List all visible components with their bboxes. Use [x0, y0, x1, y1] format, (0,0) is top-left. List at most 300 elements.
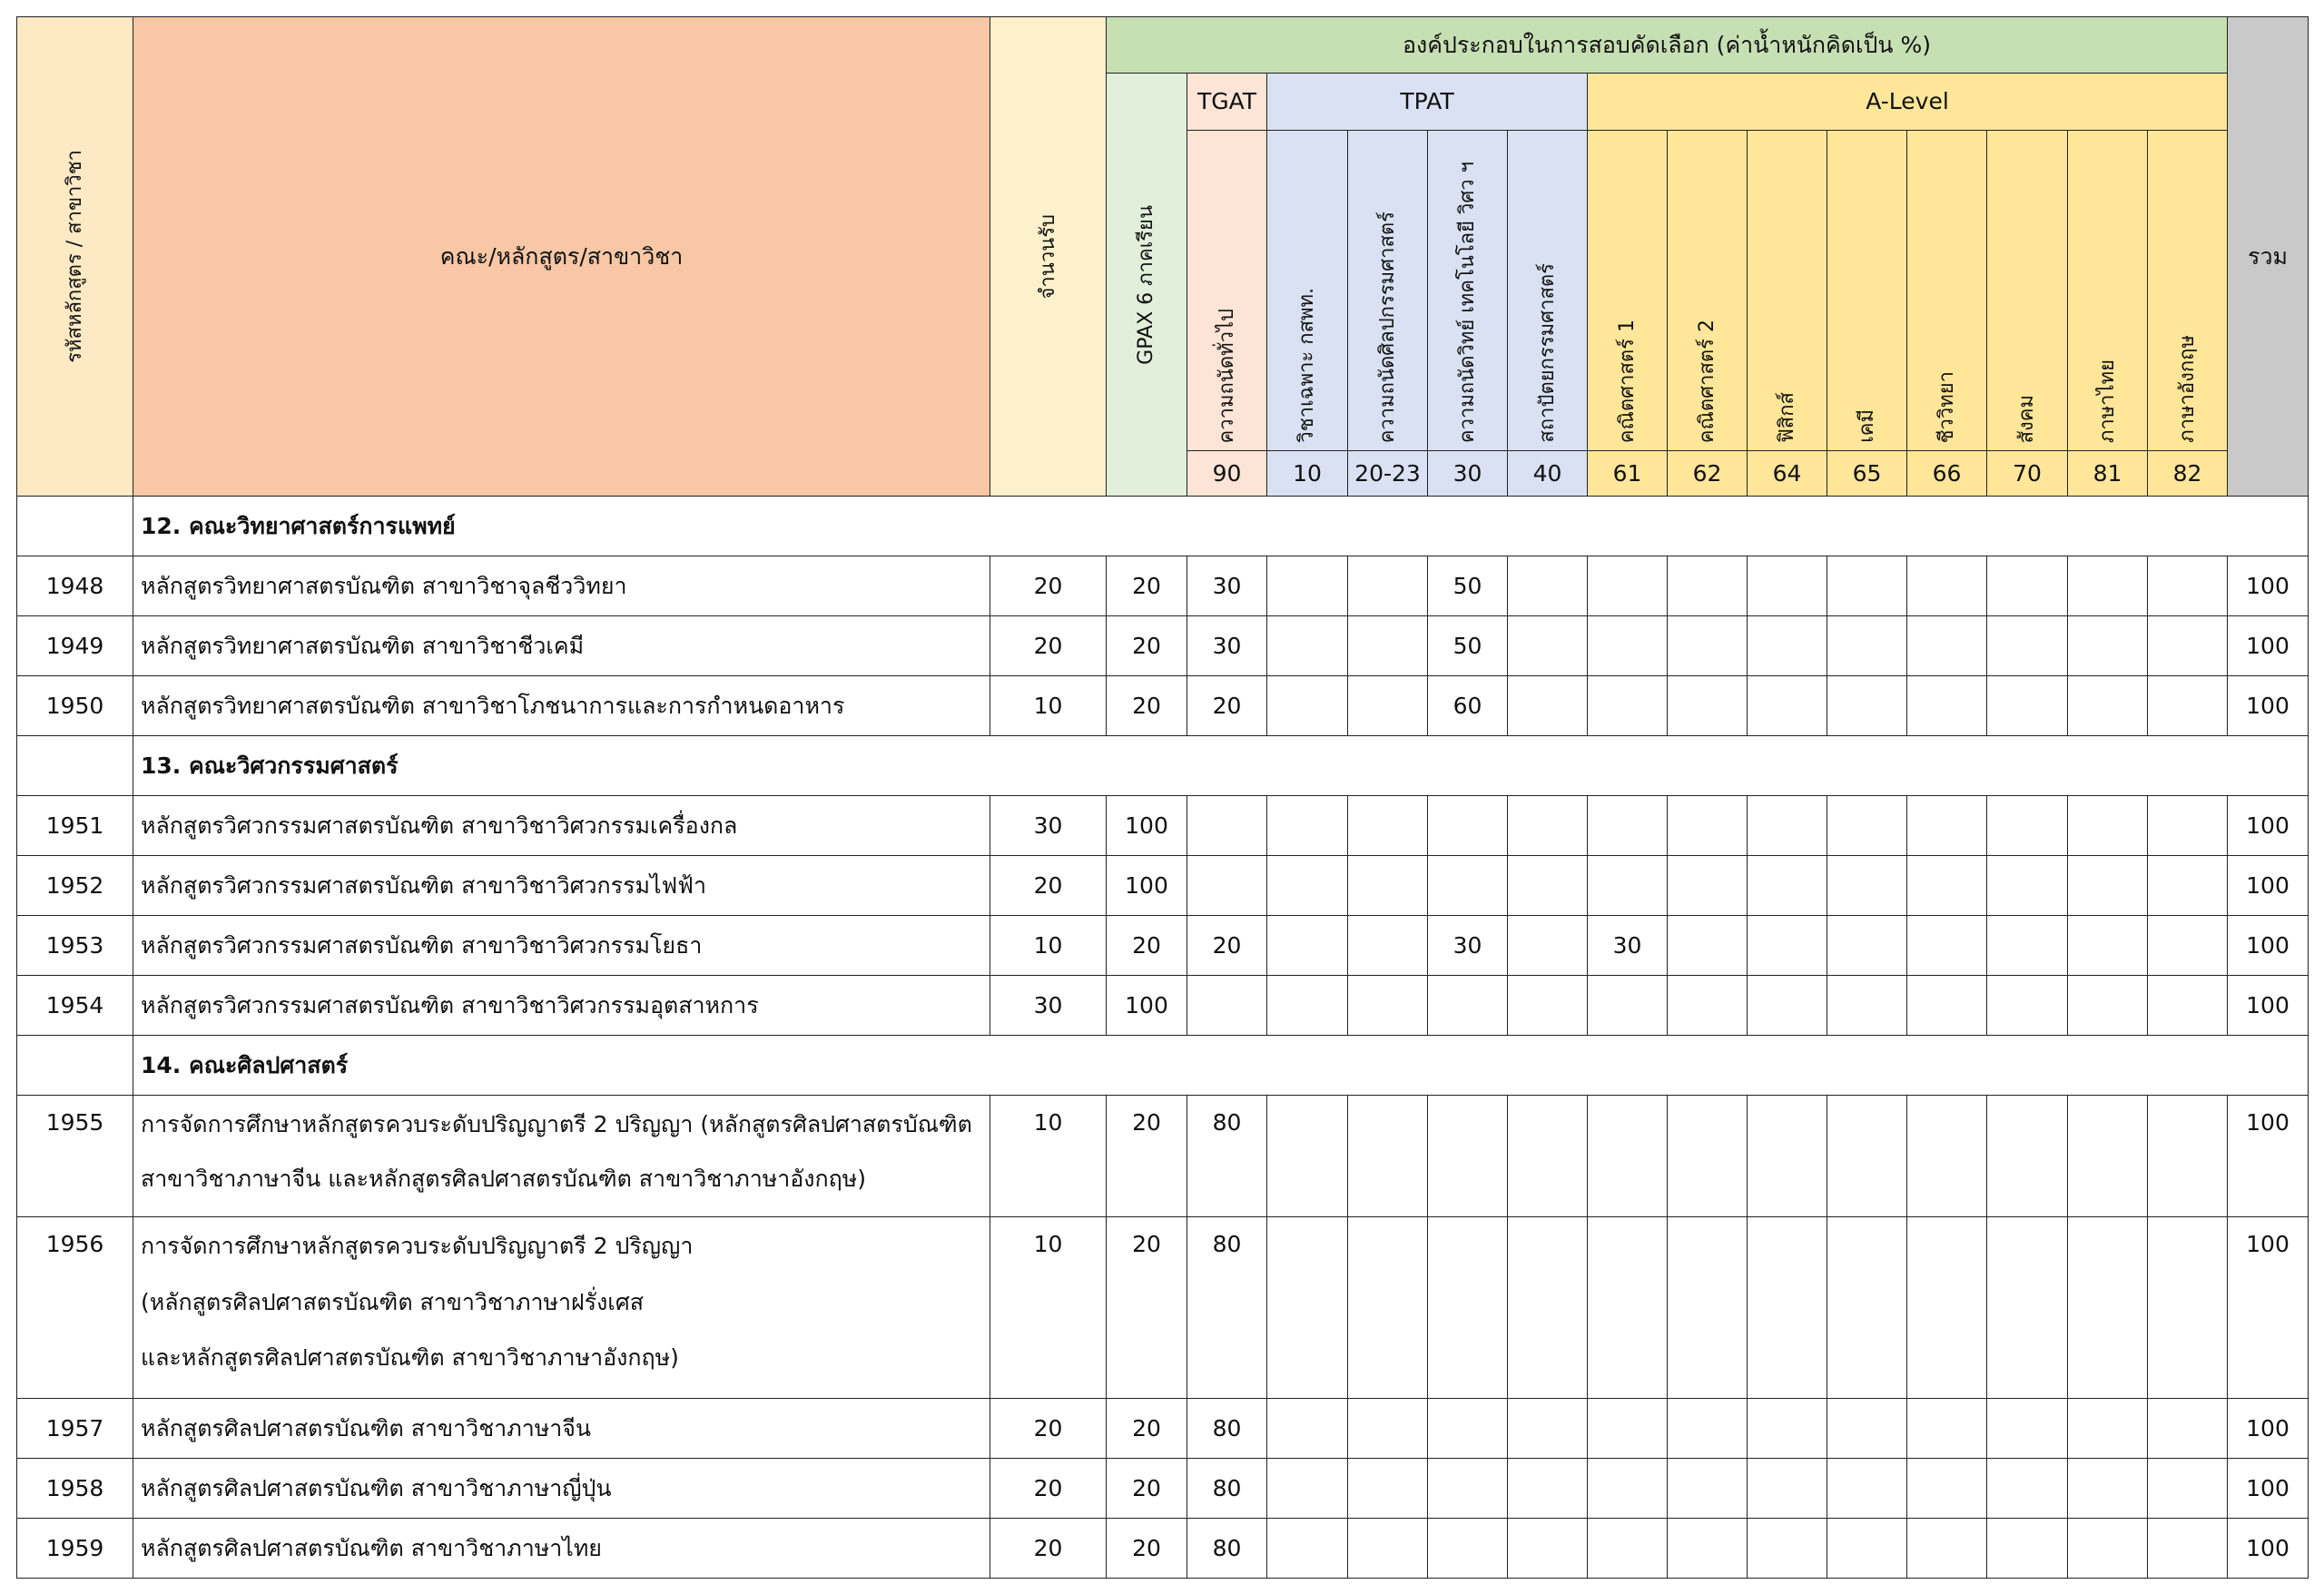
subject-weight [1587, 795, 1668, 856]
program-name [133, 975, 990, 1036]
subject-weight [1986, 1518, 2068, 1579]
total-weight-text: 100 [2246, 572, 2290, 599]
subject-weight [1747, 675, 1827, 736]
subject-header-text: เคมี [1855, 409, 1878, 443]
program-name-line: หลักสูตรศิลปศาสตรบัณฑิต สาขาวิชาภาษาญี่ปุ่น [141, 1474, 612, 1501]
subject-weight [1587, 615, 1668, 676]
subject-weight [1986, 1095, 2068, 1217]
faculty-code-blank [16, 496, 133, 556]
subject-weight [1187, 1398, 1267, 1459]
program-column-header [133, 16, 990, 497]
subject-header [1667, 130, 1748, 451]
program-code [16, 1216, 133, 1399]
subject-weight [1747, 615, 1827, 676]
program-name-line: การจัดการศึกษาหลักสูตรควบระดับปริญญาตรี 2 ปริญญา (หลักสูตรศิลปศาสตรบัณฑิต [141, 1111, 972, 1137]
program-code-text: 1956 [45, 1231, 104, 1257]
subject-weight [1507, 1095, 1588, 1217]
quota-value [990, 615, 1107, 676]
subject-weight [1587, 675, 1668, 736]
subject-weight [1747, 556, 1827, 616]
subject-weight [1827, 1216, 1907, 1399]
gpax-weight [1106, 1518, 1187, 1579]
subject-code-text: 20-23 [1354, 459, 1421, 487]
gpax-weight-text: 20 [1132, 931, 1161, 959]
program-name-line: (หลักสูตรศิลปศาสตรบัณฑิต สาขาวิชาภาษาฝรั่งเศส [141, 1288, 644, 1315]
subject-weight [1986, 615, 2068, 676]
subject-header [2147, 130, 2228, 451]
gpax-weight [1106, 615, 1187, 676]
subject-weight [1667, 795, 1748, 856]
gpax-weight [1106, 1458, 1187, 1519]
subject-weight [1667, 1398, 1748, 1459]
subject-weight [1906, 1398, 1987, 1459]
program-name-line: และหลักสูตรศิลปศาสตรบัณฑิต สาขาวิชาภาษาอังกฤษ) [141, 1344, 679, 1372]
total-weight [2227, 1216, 2309, 1399]
alevel-group-header-text: A-Level [1866, 88, 1949, 115]
subject-weight [1986, 1398, 2068, 1459]
subject-code-text: 62 [1692, 459, 1722, 487]
total-weight [2227, 1095, 2309, 1217]
tgat-group-header-text: TGAT [1196, 88, 1257, 115]
total-weight-text: 100 [2246, 1231, 2290, 1257]
subject-code [1667, 450, 1748, 497]
subject-weight [1667, 915, 1748, 976]
subject-weight [1986, 1458, 2068, 1519]
quota-value-text: 20 [1033, 632, 1063, 659]
program-code [16, 795, 133, 856]
gpax-weight [1106, 915, 1187, 976]
gpax-weight [1106, 975, 1187, 1036]
subject-code [1507, 450, 1588, 497]
program-name-line: หลักสูตรวิศวกรรมศาสตรบัณฑิต สาขาวิชาวิศวกรรมโยธา [141, 931, 703, 959]
subject-weight [1427, 615, 1508, 676]
program-code [16, 1095, 133, 1217]
subject-weight [1266, 1518, 1348, 1579]
subject-weight [1667, 1095, 1748, 1217]
subject-weight-text: 50 [1452, 632, 1482, 659]
subject-weight [2067, 1398, 2148, 1459]
subject-weight [1906, 795, 1987, 856]
subject-weight [1906, 855, 1987, 916]
subject-weight [1747, 1458, 1827, 1519]
subject-weight [2147, 1216, 2228, 1399]
subject-header [1986, 130, 2068, 451]
subject-code-text: 64 [1772, 459, 1802, 487]
tgat-group-header [1187, 73, 1267, 131]
program-name [133, 675, 990, 736]
subject-weight [1587, 1518, 1668, 1579]
gpax-weight [1106, 795, 1187, 856]
program-name-line: หลักสูตรศิลปศาสตรบัณฑิต สาขาวิชาภาษาไทย [141, 1534, 602, 1561]
subject-header-text: ความถนัดทั่วไป [1215, 308, 1238, 443]
subject-weight [1587, 975, 1668, 1036]
subject-code-text: 70 [2013, 459, 2042, 487]
subject-weight [1747, 915, 1827, 976]
program-name [133, 556, 990, 616]
total-weight [2227, 975, 2309, 1036]
subject-weight [2147, 675, 2228, 736]
subject-weight [1827, 556, 1907, 616]
gpax-weight-text: 100 [1125, 991, 1168, 1018]
program-name [133, 1458, 990, 1519]
subject-weight [1747, 1398, 1827, 1459]
subject-weight-text: 30 [1612, 931, 1642, 959]
subject-weight [1507, 795, 1588, 856]
total-column-header [2227, 16, 2309, 497]
subject-weight [1266, 556, 1348, 616]
subject-code [1986, 450, 2068, 497]
program-name [133, 855, 990, 916]
subject-weight [1347, 975, 1428, 1036]
total-weight-text: 100 [2246, 1474, 2290, 1501]
subject-weight [1427, 795, 1508, 856]
gpax-weight [1106, 855, 1187, 916]
subject-header-text: ฟิสิกส์ [1775, 392, 1798, 443]
program-code-text: 1954 [45, 991, 104, 1018]
subject-weight [1906, 1518, 1987, 1579]
subject-weight [1667, 556, 1748, 616]
tpat-group-header-text: TPAT [1400, 88, 1454, 115]
gpax-weight-text: 100 [1125, 812, 1168, 839]
faculty-heading [133, 735, 2309, 796]
subject-weight [2067, 675, 2148, 736]
program-name [133, 1398, 990, 1459]
subject-weight [1266, 915, 1348, 976]
subject-header-text: คณิตศาสตร์ 2 [1695, 319, 1718, 443]
program-code [16, 915, 133, 976]
program-name-line: หลักสูตรวิศวกรรมศาสตรบัณฑิต สาขาวิชาวิศวกรรมอุตสาหการ [141, 991, 759, 1018]
subject-weight [2147, 855, 2228, 916]
subject-weight [2147, 556, 2228, 616]
subject-weight [1347, 1095, 1428, 1217]
total-weight [2227, 675, 2309, 736]
total-weight [2227, 915, 2309, 976]
subject-weight [1266, 975, 1348, 1036]
subject-weight [1266, 1095, 1348, 1217]
quota-value-text: 20 [1033, 871, 1063, 899]
subject-header [1827, 130, 1907, 451]
gpax-weight-text: 20 [1132, 572, 1161, 599]
subject-weight [1667, 1458, 1748, 1519]
subject-weight [1667, 1216, 1748, 1399]
program-code-text: 1949 [45, 632, 104, 659]
program-code-text: 1958 [45, 1474, 104, 1501]
subject-weight-text: 80 [1212, 1534, 1242, 1561]
subject-weight-text: 30 [1212, 572, 1242, 599]
subject-weight-text: 80 [1212, 1474, 1242, 1501]
program-code-text: 1955 [45, 1109, 104, 1136]
subject-weight-text: 30 [1212, 632, 1242, 659]
quota-value [990, 975, 1107, 1036]
subject-weight [1507, 1216, 1588, 1399]
subject-weight [1986, 915, 2068, 976]
subject-weight [1906, 1095, 1987, 1217]
subject-weight [1347, 1458, 1428, 1519]
subject-weight-text: 60 [1452, 692, 1482, 719]
gpax-weight-text: 20 [1132, 1414, 1161, 1441]
gpax-weight-text: 100 [1125, 871, 1168, 899]
program-name [133, 795, 990, 856]
subject-weight [1906, 1458, 1987, 1519]
total-column-header-text: รวม [2248, 242, 2288, 270]
subject-weight [2067, 1518, 2148, 1579]
subject-weight [1266, 795, 1348, 856]
subject-weight-text: 80 [1212, 1109, 1242, 1136]
subject-header-text: สถาปัตยกรรมศาสตร์ [1535, 263, 1559, 443]
subject-weight [1906, 915, 1987, 976]
subject-weight [1507, 1398, 1588, 1459]
subject-weight [1427, 855, 1508, 916]
program-name [133, 615, 990, 676]
subject-code [2147, 450, 2228, 497]
subject-weight [1187, 915, 1267, 976]
faculty-heading-text: 12. คณะวิทยาศาสตร์การแพทย์ [141, 512, 456, 539]
gpax-weight-text: 20 [1132, 1534, 1161, 1561]
subject-code [1747, 450, 1827, 497]
subject-weight [2067, 1216, 2148, 1399]
subject-weight [1507, 1518, 1588, 1579]
subject-weight [1347, 915, 1428, 976]
subject-code-text: 65 [1852, 459, 1882, 487]
program-name [133, 915, 990, 976]
subject-weight [1587, 1398, 1668, 1459]
subject-weight [1266, 615, 1348, 676]
total-weight [2227, 855, 2309, 916]
subject-weight [2147, 1518, 2228, 1579]
subject-weight [1427, 675, 1508, 736]
subject-code-text: 82 [2172, 459, 2202, 487]
faculty-heading [133, 496, 2309, 556]
faculty-heading [133, 1035, 2309, 1096]
subject-weight-text: 30 [1452, 931, 1482, 959]
quota-value [990, 675, 1107, 736]
subject-weight [1906, 675, 1987, 736]
quota-value-text: 30 [1033, 812, 1063, 839]
quota-value [990, 556, 1107, 616]
subject-weight [1427, 1458, 1508, 1519]
components-title-text: องค์ประกอบในการสอบคัดเลือก (ค่าน้ำหนักคิดเป็น %) [1403, 31, 1931, 58]
program-code [16, 1458, 133, 1519]
subject-weight [2067, 855, 2148, 916]
subject-code-text: 90 [1212, 459, 1242, 487]
subject-weight [2067, 795, 2148, 856]
subject-weight [1587, 855, 1668, 916]
program-code [16, 855, 133, 916]
subject-weight [1347, 855, 1428, 916]
subject-header [1587, 130, 1668, 451]
gpax-weight [1106, 1398, 1187, 1459]
subject-weight [1187, 855, 1267, 916]
subject-weight [1507, 675, 1588, 736]
gpax-column-header [1106, 73, 1187, 497]
subject-weight [2147, 975, 2228, 1036]
quota-value-text: 30 [1033, 991, 1063, 1018]
subject-header [2067, 130, 2148, 451]
subject-weight [1507, 975, 1588, 1036]
subject-weight [1827, 855, 1907, 916]
subject-weight-text: 80 [1212, 1231, 1242, 1257]
subject-weight [1187, 975, 1267, 1036]
subject-weight [2067, 556, 2148, 616]
subject-weight [1427, 1216, 1508, 1399]
quota-value [990, 855, 1107, 916]
subject-weight [1827, 615, 1907, 676]
program-code [16, 975, 133, 1036]
gpax-weight [1106, 1216, 1187, 1399]
subject-code-text: 61 [1612, 459, 1642, 487]
subject-weight [1747, 795, 1827, 856]
program-name-line: หลักสูตรวิศวกรรมศาสตรบัณฑิต สาขาวิชาวิศวกรรมเครื่องกล [141, 812, 738, 839]
subject-weight [1667, 615, 1748, 676]
subject-weight [2067, 1095, 2148, 1217]
subject-weight [1347, 615, 1428, 676]
subject-weight [1747, 1518, 1827, 1579]
subject-weight [1587, 1216, 1668, 1399]
code-column-header-text: รหัสหลักสูตร / สาขาวิชา [63, 150, 86, 363]
total-weight-text: 100 [2246, 931, 2290, 959]
subject-weight [1507, 855, 1588, 916]
subject-header [1507, 130, 1588, 451]
subject-weight [1747, 1216, 1827, 1399]
subject-weight [2147, 1458, 2228, 1519]
gpax-weight-text: 20 [1132, 632, 1161, 659]
subject-weight [1427, 1398, 1508, 1459]
subject-weight [1827, 1095, 1907, 1217]
faculty-code-blank [16, 1035, 133, 1096]
subject-weight [1986, 556, 2068, 616]
subject-code-text: 10 [1293, 459, 1322, 487]
subject-weight [1986, 675, 2068, 736]
quota-value-text: 20 [1033, 572, 1063, 599]
quota-value [990, 1398, 1107, 1459]
subject-weight-text: 20 [1212, 692, 1242, 719]
subject-weight [1187, 795, 1267, 856]
subject-weight [1667, 975, 1748, 1036]
subject-weight [1507, 1458, 1588, 1519]
subject-weight [1827, 675, 1907, 736]
subject-weight [1747, 855, 1827, 916]
subject-code [1827, 450, 1907, 497]
subject-weight [1266, 1216, 1348, 1399]
gpax-weight-text: 20 [1132, 1231, 1161, 1257]
alevel-group-header [1587, 73, 2228, 131]
quota-value [990, 1458, 1107, 1519]
program-code [16, 556, 133, 616]
subject-weight-text: 50 [1452, 572, 1482, 599]
program-code [16, 615, 133, 676]
faculty-heading-text: 13. คณะวิศวกรรมศาสตร์ [141, 752, 399, 779]
quota-value [990, 795, 1107, 856]
subject-weight [1667, 1518, 1748, 1579]
subject-weight [1266, 1398, 1348, 1459]
total-weight [2227, 1398, 2309, 1459]
gpax-weight-text: 20 [1132, 1109, 1161, 1136]
subject-weight [1747, 975, 1827, 1036]
program-code-text: 1948 [45, 572, 104, 599]
program-code [16, 675, 133, 736]
subject-header-text: ภาษาอังกฤษ [2175, 335, 2199, 443]
total-weight [2227, 1458, 2309, 1519]
subject-weight [1187, 675, 1267, 736]
subject-header [1427, 130, 1508, 451]
subject-weight [1507, 556, 1588, 616]
program-code [16, 1398, 133, 1459]
subject-weight [2147, 1398, 2228, 1459]
subject-code [1266, 450, 1348, 497]
subject-weight [2147, 615, 2228, 676]
subject-weight [2067, 915, 2148, 976]
subject-weight [1187, 556, 1267, 616]
faculty-heading-text: 14. คณะศิลปศาสตร์ [141, 1051, 349, 1078]
subject-weight [1347, 1518, 1428, 1579]
subject-weight [1266, 1458, 1348, 1519]
subject-header-text: ชีววิทยา [1935, 370, 1958, 443]
subject-code [1427, 450, 1508, 497]
total-weight [2227, 556, 2309, 616]
subject-weight [1827, 975, 1907, 1036]
subject-weight [2067, 975, 2148, 1036]
quota-value-text: 10 [1033, 1231, 1063, 1257]
subject-weight [1906, 556, 1987, 616]
program-code-text: 1957 [45, 1414, 104, 1441]
subject-header-text: ภาษาไทย [2095, 359, 2119, 443]
subject-code [1187, 450, 1267, 497]
program-name-line: หลักสูตรวิทยาศาสตรบัณฑิต สาขาวิชาจุลชีววิทยา [141, 572, 627, 599]
subject-weight [1187, 1095, 1267, 1217]
gpax-weight [1106, 1095, 1187, 1217]
program-name [133, 1216, 990, 1399]
program-name-line: หลักสูตรศิลปศาสตรบัณฑิต สาขาวิชาภาษาจีน [141, 1414, 591, 1441]
quota-value-text: 10 [1033, 1109, 1063, 1136]
subject-weight [1507, 915, 1588, 976]
program-column-header-text: คณะ/หลักสูตร/สาขาวิชา [439, 242, 684, 270]
program-code [16, 1518, 133, 1579]
gpax-weight-text: 20 [1132, 692, 1161, 719]
subject-weight [1986, 795, 2068, 856]
subject-weight [1347, 675, 1428, 736]
subject-header [1906, 130, 1987, 451]
subject-weight [1986, 975, 2068, 1036]
total-weight-text: 100 [2246, 1534, 2290, 1561]
program-name-line: หลักสูตรวิทยาศาสตรบัณฑิต สาขาวิชาชีวเคมี [141, 632, 585, 659]
total-weight [2227, 795, 2309, 856]
subject-weight [1827, 915, 1907, 976]
subject-weight [1187, 1518, 1267, 1579]
gpax-column-header-text: GPAX 6 ภาคเรียน [1135, 204, 1158, 365]
subject-header-text: ความถนัดศิลปกรรมศาสตร์ [1375, 211, 1399, 443]
subject-code [1587, 450, 1668, 497]
subject-weight [1266, 855, 1348, 916]
subject-weight [1347, 795, 1428, 856]
subject-weight [2067, 1458, 2148, 1519]
subject-weight-text: 20 [1212, 931, 1242, 959]
components-title [1106, 16, 2228, 74]
subject-code-text: 30 [1452, 459, 1482, 487]
subject-header-text: สังคม [2015, 394, 2039, 443]
quota-value-text: 10 [1033, 931, 1063, 959]
program-name [133, 1095, 990, 1217]
quota-value [990, 1216, 1107, 1399]
gpax-weight-text: 20 [1132, 1474, 1161, 1501]
subject-weight [1906, 1216, 1987, 1399]
subject-weight [1187, 1216, 1267, 1399]
total-weight-text: 100 [2246, 1414, 2290, 1441]
subject-code [2067, 450, 2148, 497]
subject-weight [1347, 556, 1428, 616]
total-weight [2227, 1518, 2309, 1579]
program-code-text: 1950 [45, 692, 104, 719]
subject-weight [2067, 615, 2148, 676]
